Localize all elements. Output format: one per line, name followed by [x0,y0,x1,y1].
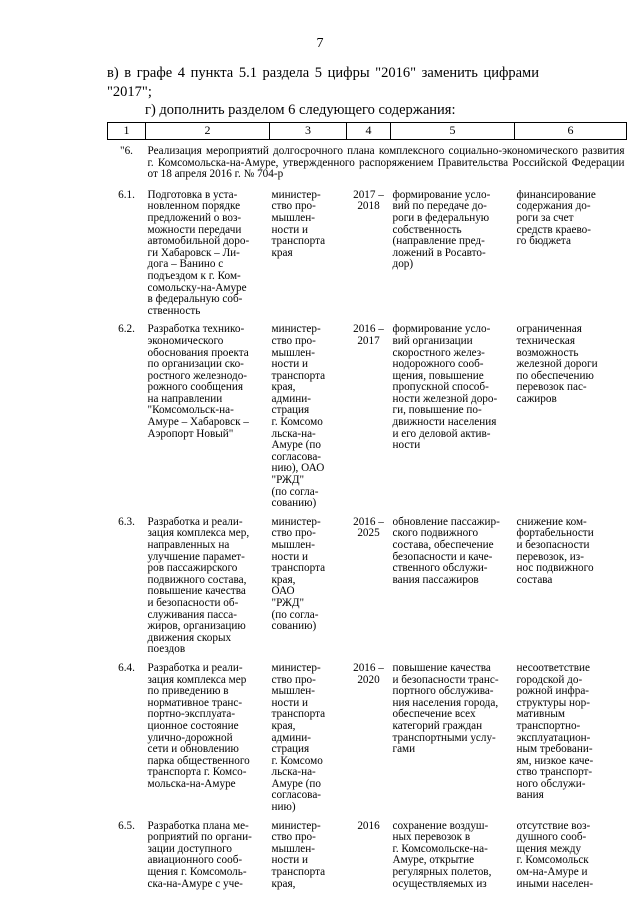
row-risk: ограниченная техническая возможность железной дороги по обеспечению перевозок пас- сажиров [516,323,598,405]
row-number: 6.2. [118,323,135,336]
row-risk: снижение ком- фортабельности и безопасности перевозок, из- нос подвижного состава [516,515,594,586]
row-executor: министер- ство про- мышлен- ности и транспорта края, ОАО "РЖД" (по согла- сованию) [271,515,326,633]
section-title: Реализация мероприятий долгосрочного плана комплексного социально-экономического развития г. Комсомольска-на-Амуре, утвержденного распоряжением Правительства Российской Федерации от 18 апреля 2016 г. № 704-р [147,145,625,181]
column-header: 3 [270,123,347,140]
table-header-row [108,123,627,140]
table-row [108,656,627,814]
row-number: 6.1. [118,188,135,201]
amendment-paragraph-b-continuation: "2017"; [107,84,152,100]
table-row [108,183,627,318]
column-header: 5 [391,123,515,140]
row-event: Разработка плана ме- роприятий по органи- зации доступного авиационного сооб- щения г. Комсомоль- ска-на-Амуре с уче- [147,819,252,890]
amendment-paragraph-b: в) в графе 4 пункта 5.1 раздела 5 цифры "2016" заменить цифрами [107,65,539,81]
amendment-paragraph-c: г) дополнить разделом 6 следующего содержания: [145,102,456,118]
row-executor: министер- ство про- мышлен- ности и транспорта края [271,188,326,259]
row-years: 2016 – 2020 [353,661,384,686]
row-result: сохранение воздуш- ных перевозок в г. Комсомольске-на- Амуре, открытие регулярных полетов, осуществляемых из [392,819,492,890]
column-header: 6 [515,123,627,140]
row-executor: министер- ство про- мышлен- ности и транспорта края, [271,819,326,890]
row-number: 6.4. [118,661,135,674]
row-years: 2017 – 2018 [353,188,384,213]
row-years: 2016 [357,819,380,832]
row-event: Разработка технико- экономического обоснования проекта по организации ско- ростного железнодо- рожного сообщения на направлении "Комсомольск-на- Амуре – Хабаровск – Аэропорт Новый" [147,323,249,440]
measures-table [107,122,627,890]
section-intro-row [108,140,627,183]
row-number: 6.3. [118,515,135,528]
table-row [108,510,627,656]
row-event: Разработка и реали- зация комплекса мер, направленных на улучшение парамет- ров пассажирского подвижного состава, повышение качества и безопасности об- служивания пасса- жиров, организацию движения скорых поездов [147,515,250,656]
column-header: 4 [347,123,391,140]
table-row [108,317,627,510]
row-years: 2016 – 2017 [353,323,384,347]
row-event: Разработка и реали- зация комплекса мер по приведению в нормативное транс- портно-эксплуата- ционное состояние улично-дорожной сети и обновлению парка общественного транспорта г. Комсо- мольска-на-Амуре [147,661,250,790]
row-result: обновление пассажир- ского подвижного состава, обеспечение безопасности и каче- ственного обслужи- вания пассажиров [392,515,500,586]
row-risk: несоответствие городской до- рожной инфра- структуры нор- мативным транспортно- эксплуатацион- ным требовани- ям, низкое каче- ство транспорт- ного обслужи- вания [516,661,594,802]
row-event: Подготовка в уста- новленном порядке предложений о воз- можности передачи автомобильной доро- ги Хабаровск – Ли- дога – Ванино с подъездом к г. Ком- сомольску-на-Амуре в федеральную соб- ственность [147,188,250,317]
column-header: 2 [146,123,270,140]
page-number: 7 [316,36,324,51]
row-number: 6.5. [118,819,135,832]
row-years: 2016 – 2025 [353,515,384,540]
row-risk: отсутствие воз- душного сооб- щения между г. Комсомольск ом-на-Амуре и иными населен- [516,819,594,890]
column-header: 1 [108,123,146,140]
row-executor: министер- ство про- мышлен- ности и транспорта края, админи- страция г. Комсомо льска-на- Амуре (по согласова- нию) [271,661,326,814]
table-row [108,814,627,891]
row-result: формирование усло- вий организации скоростного желез- нодорожного сооб- щения, повышение пропускной способ- ности железной доро- ги, повышение по- движности населения и его деловой актив- ности [392,323,498,452]
section-number: "6. [120,145,133,157]
row-result: формирование усло- вий по передаче до- роги в федеральную собственность (направление пред- ложений в Росавто- дор) [392,188,491,271]
row-result: повышение качества и безопасности транс- портного обслужива- ния населения города, обеспечение всех категорий граждан транспортными услу- гами [392,661,499,756]
row-executor: министер- ство про- мышлен- ности и транспорта края, админи- страция г. Комсомо льска-на- Амуре (по согласова- нию), ОАО "РЖД" (по согла- сованию) [271,323,326,510]
row-risk: финансирование содержания до- роги за счет средств краево- го бюджета [516,188,596,248]
